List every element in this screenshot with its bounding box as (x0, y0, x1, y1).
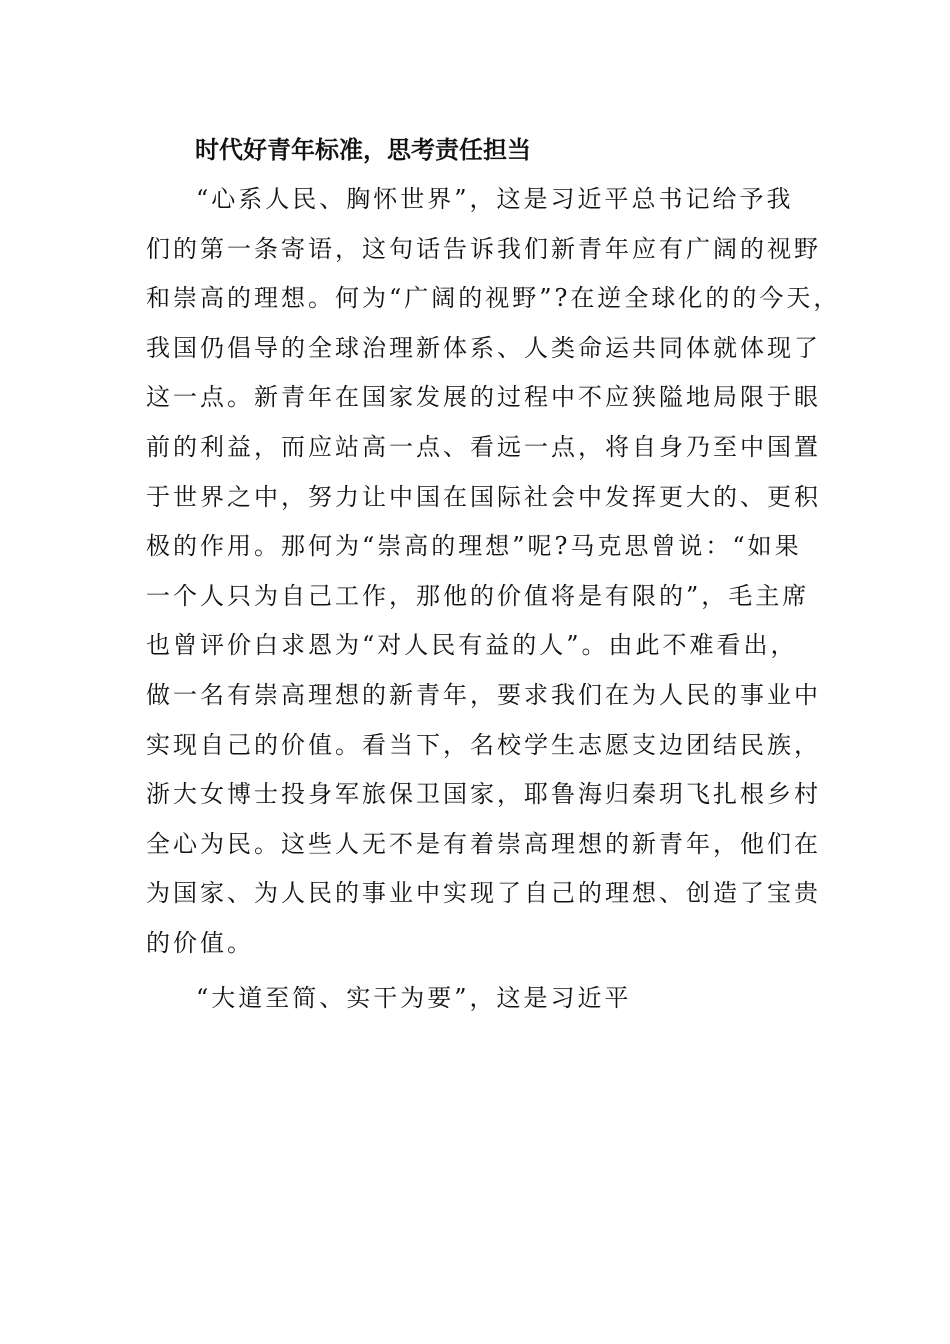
paragraph-2 (146, 974, 836, 1024)
paragraph-line: 我国仍倡导的全球治理新体系、人类命运共同体就体现了 (146, 333, 821, 362)
paragraph-line: 实现自己的价值。看当下，名校学生志愿支边团结民族， (146, 730, 821, 759)
paragraph-line: “大道至简、实干为要”，这是习近平 (196, 984, 632, 1012)
paragraph-line: 这一点。新青年在国家发展的过程中不应狭隘地局限于眼 (146, 383, 821, 412)
paragraph-line: 为国家、为人民的事业中实现了自己的理想、创造了宝贵 (146, 879, 821, 908)
paragraph-line: 前的利益，而应站高一点、看远一点，将自身乃至中国置 (146, 432, 821, 461)
paragraph-line: 也曾评价白求恩为“对人民有益的人”。由此不难看出， (146, 631, 798, 660)
paragraph-line: 和崇高的理想。何为“广阔的视野”?在逆全球化的的今天， (146, 284, 841, 313)
paragraph-line: 们的第一条寄语，这句话告诉我们新青年应有广阔的视野 (146, 234, 821, 263)
paragraph-line: 浙大女博士投身军旅保卫国家，耶鲁海归秦玥飞扎根乡村 (146, 780, 821, 809)
paragraph-line: 的价值。 (146, 928, 254, 957)
document-title: 时代好青年标准，思考责任担当 (195, 136, 531, 164)
paragraph-line: 于世界之中，努力让中国在国际社会中发挥更大的、更积 (146, 482, 821, 511)
paragraph-line: 极的作用。那何为“崇高的理想”呢?马克思曾说：“如果 (146, 532, 802, 561)
paragraph-line: 全心为民。这些人无不是有着崇高理想的新青年，他们在 (146, 829, 821, 858)
paragraph-line: 一个人只为自己工作，那他的价值将是有限的”，毛主席 (146, 581, 810, 610)
paragraph-1 (146, 175, 841, 969)
paragraph-line: 做一名有崇高理想的新青年，要求我们在为人民的事业中 (146, 680, 821, 709)
paragraph-line: “心系人民、胸怀世界”，这是习近平总书记给予我 (196, 185, 794, 213)
